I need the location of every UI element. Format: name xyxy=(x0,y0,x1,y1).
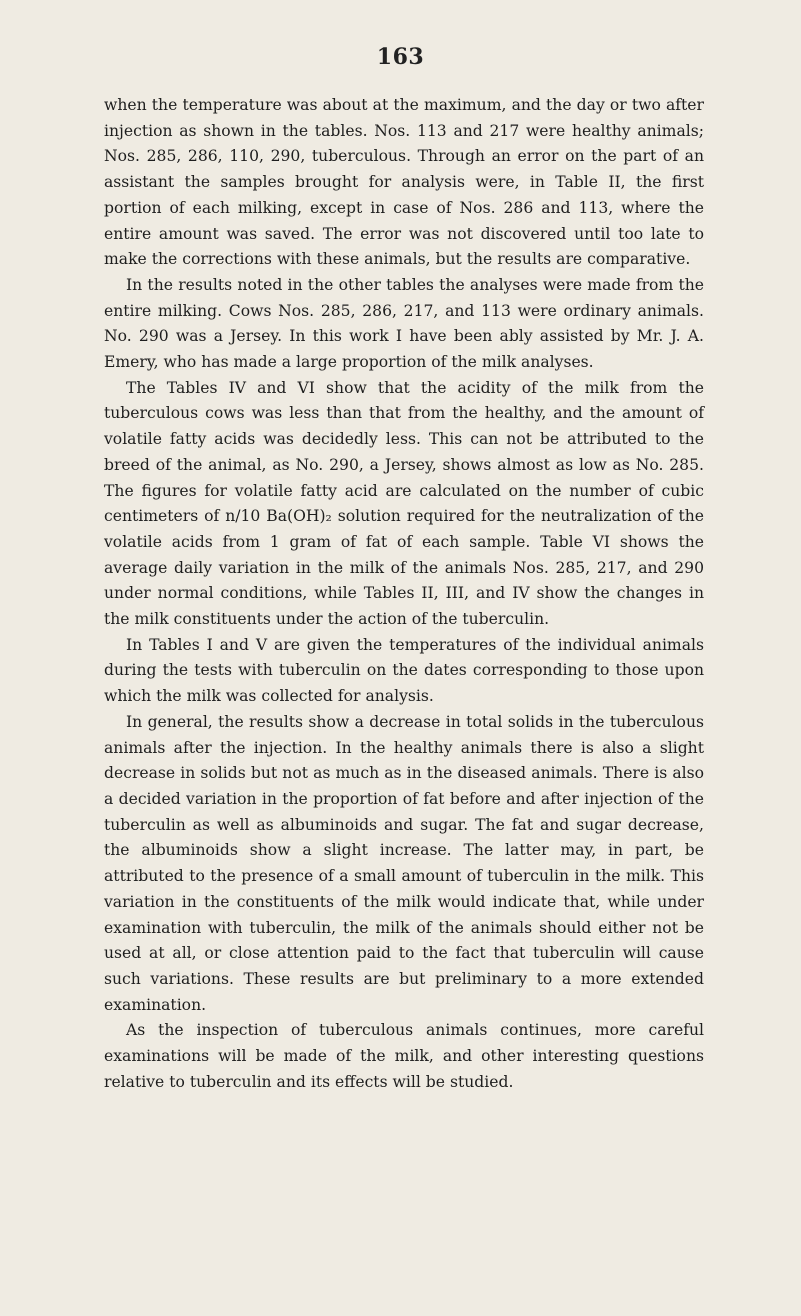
page-number: 163 xyxy=(376,44,425,70)
paragraph: As the inspection of tuberculous animals continues, more careful examinations will be made of the milk, and other interesting questions relative to tuberculin and its effects will be studied. xyxy=(104,1021,704,1091)
paragraph: In Tables I and V are given the temperatures of the individual animals during the tests with tuberculin on the dates corresponding to those upon which the milk was collected for analysis. xyxy=(104,635,704,706)
paragraph: In general, the results show a decrease in total solids in the tuberculous animals after the injection. In the healthy animals there is also a slight decrease in solids but not as much as in the diseased animals. There is also a decided variation in the proportion of fat before and after injection of the tuberculin as well as albuminoids and sugar. The fat and sugar decrease, the albuminoids show a slight increase. The latter may, in part, be attributed to the presence of a small amount of tuberculin in the milk. This variation in the constituents of the milk would indicate that, while under examination with tuberculin, the milk of the animals should either not be used at all, or close attention paid to the fact that tuberculin will cause such variations. These results are but preliminary to a more extended examination. xyxy=(104,712,704,1014)
paragraph: when the temperature was about at the maximum, and the day or two after injection as shown in the tables. Nos. 113 and 217 were healthy animals; Nos. 285, 286, 110, 290, tuberculous. Through an error on the part of an assistant the samples brought for analysis were, in Table II, the first portion of each milking, except in case of Nos. 286 and 113, where the entire amount was saved. The error was not discovered until too late to make the corrections with these animals, but the results are comparative. xyxy=(104,96,704,269)
body-text xyxy=(104,93,704,1095)
paragraph: In the results noted in the other tables the analyses were made from the entire milking. Cows Nos. 285, 286, 217, and 113 were ordinary animals. No. 290 was a Jersey. In this work I have been ably assisted by Mr. J. A. Emery, who has made a large proportion of the milk analyses. xyxy=(104,275,704,372)
paragraph: The Tables IV and VI show that the acidity of the milk from the tuberculous cows was less than that from the healthy, and the amount of volatile fatty acids was decidedly less. This can not be attributed to the breed of the animal, as No. 290, a Jersey, shows almost as low as No. 285. The figures for volatile fatty acid are calculated on the number of cubic centimeters of n/10 Ba(OH)₂ solution required for the neutralization of the volatile acids from 1 gram of fat of each sample. Table VI shows the average daily variation in the milk of the animals Nos. 285, 217, and 290 under normal conditions, while Tables II, III, and IV show the changes in the milk constituents under the action of the tuberculin. xyxy=(104,378,704,629)
